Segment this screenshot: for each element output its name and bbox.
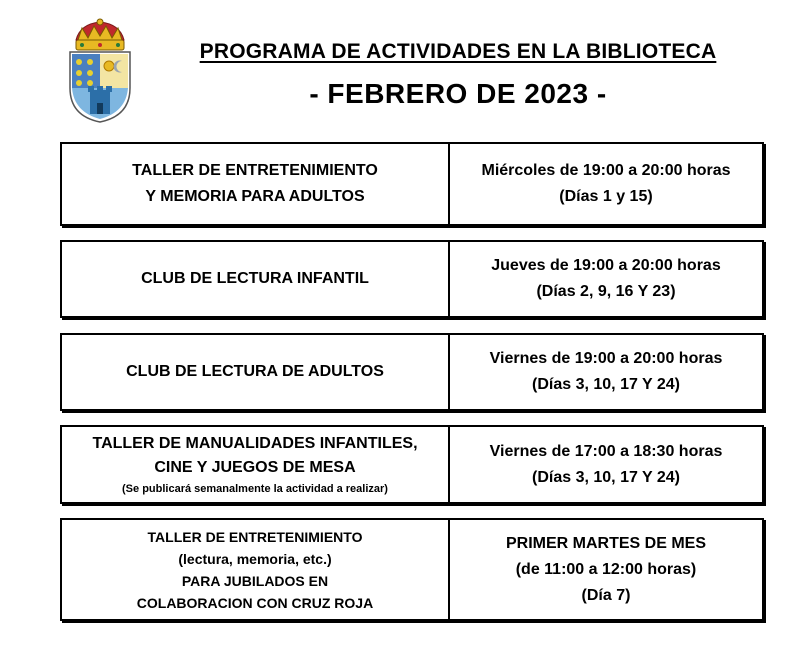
schedule-line: Viernes de 19:00 a 20:00 horas bbox=[489, 350, 723, 367]
page-title: PROGRAMA DE ACTIVIDADES EN LA BIBLIOTECA bbox=[199, 40, 717, 63]
activity-name-line: Y MEMORIA PARA ADULTOS bbox=[145, 188, 365, 205]
activity-name-line: CINE Y JUEGOS DE MESA bbox=[154, 458, 356, 476]
activity-name-line: CLUB DE LECTURA DE ADULTOS bbox=[126, 363, 384, 380]
schedule-line: Miércoles de 19:00 a 20:00 horas bbox=[481, 162, 731, 179]
schedule-line: (de 11:00 a 12:00 horas) bbox=[515, 560, 697, 578]
activity-name-line: PARA JUBILADOS EN bbox=[181, 572, 329, 589]
schedule-line: Jueves de 19:00 a 20:00 horas bbox=[491, 257, 721, 274]
schedule-line: Viernes de 17:00 a 18:30 horas bbox=[489, 442, 723, 460]
activity-name-line: TALLER DE ENTRETENIMIENTO bbox=[132, 162, 378, 179]
activity-schedule bbox=[450, 520, 762, 619]
coat-of-arms-icon bbox=[66, 18, 134, 124]
activity-name-line: COLABORACION CON CRUZ ROJA bbox=[136, 594, 374, 611]
activity-name bbox=[62, 335, 450, 409]
activity-note: (Se publicará semanalmente la actividad a realizar) bbox=[122, 482, 388, 495]
activity-name-line: TALLER DE MANUALIDADES INFANTILES, bbox=[92, 434, 418, 452]
activity-row bbox=[60, 240, 764, 318]
activity-name-line: CLUB DE LECTURA INFANTIL bbox=[141, 270, 369, 287]
schedule-line: PRIMER MARTES DE MES bbox=[505, 534, 706, 552]
activity-name bbox=[62, 520, 450, 619]
activity-name bbox=[62, 242, 450, 316]
activity-name bbox=[62, 144, 450, 224]
activity-row bbox=[60, 333, 764, 411]
activity-name bbox=[62, 427, 450, 502]
activity-schedule bbox=[450, 427, 762, 502]
schedule-line: (Días 1 y 15) bbox=[559, 188, 653, 205]
page-subtitle: - FEBRERO DE 2023 - bbox=[309, 78, 607, 109]
schedule-line: (Días 2, 9, 16 Y 23) bbox=[536, 283, 676, 300]
schedule-line: (Día 7) bbox=[581, 586, 631, 604]
activity-row bbox=[60, 518, 764, 621]
schedule-line: (Días 3, 10, 17 Y 24) bbox=[532, 468, 680, 486]
activity-name-line: TALLER DE ENTRETENIMIENTO bbox=[147, 528, 363, 545]
activity-row bbox=[60, 142, 764, 226]
schedule-line: (Días 3, 10, 17 Y 24) bbox=[532, 376, 680, 393]
activity-schedule bbox=[450, 335, 762, 409]
activity-schedule bbox=[450, 144, 762, 224]
activity-schedule bbox=[450, 242, 762, 316]
activity-row bbox=[60, 425, 764, 504]
activity-name-line: (lectura, memoria, etc.) bbox=[178, 550, 332, 567]
